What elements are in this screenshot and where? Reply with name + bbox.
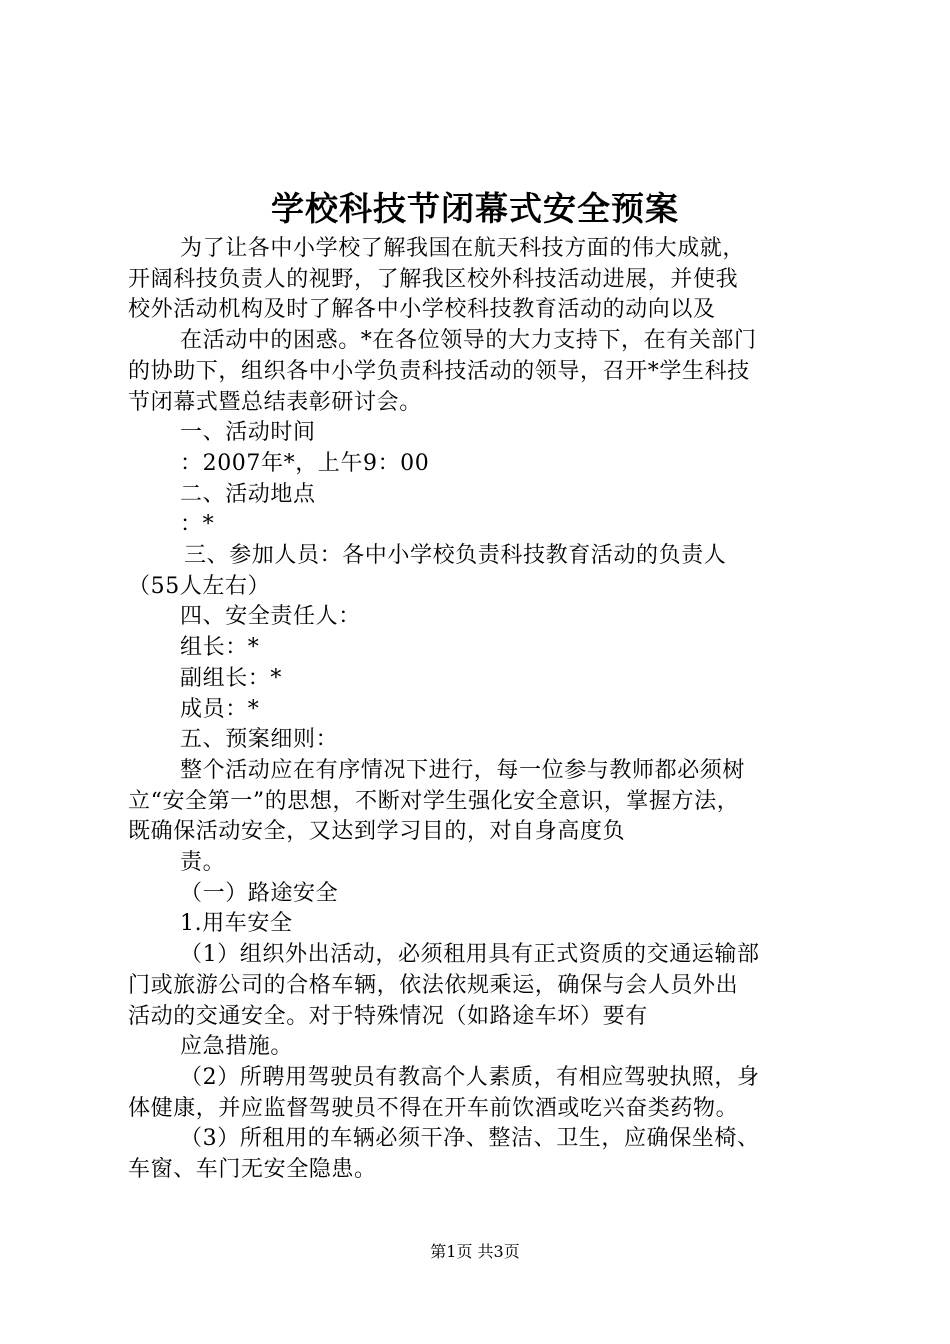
paragraph-line: 应急措施。 bbox=[180, 1034, 294, 1060]
paragraph-line: 门或旅游公司的合格车辆，依法依规乘运，确保与会人员外出 bbox=[128, 972, 739, 998]
paragraph-line: 副组长：* bbox=[180, 665, 283, 691]
paragraph-line: （2）所聘用驾驶员有教高个人素质，有相应驾驶执照，身 bbox=[180, 1064, 760, 1090]
paragraph-line: 组长：* bbox=[180, 635, 260, 661]
section-heading: 二、活动地点 bbox=[180, 481, 316, 507]
paragraph-line: 整个活动应在有序情况下进行，每一位参与教师都必须树 bbox=[180, 757, 746, 783]
paragraph-line: 成员：* bbox=[180, 696, 260, 722]
section-heading: （一）路途安全 bbox=[180, 880, 339, 906]
paragraph-line: 活动的交通安全。对于特殊情况（如路途车坏）要有 bbox=[128, 1003, 648, 1029]
paragraph-line: 在活动中的困惑。*在各位领导的大力支持下，在有关部门 bbox=[180, 328, 757, 354]
paragraph-line: 开阔科技负责人的视野，了解我区校外科技活动进展，并使我 bbox=[128, 266, 739, 292]
paragraph-line: 的协助下，组织各中小学负责科技活动的领导，召开*学生科技 bbox=[128, 358, 750, 384]
section-heading: 一、活动时间 bbox=[180, 420, 316, 446]
paragraph-line: 责。 bbox=[180, 850, 226, 876]
paragraph-line: 立“安全第一”的思想，不断对学生强化安全意识，掌握方法， bbox=[128, 788, 740, 814]
paragraph-line: 为了让各中小学校了解我国在航天科技方面的伟大成就， bbox=[180, 236, 746, 261]
paragraph-line: ：* bbox=[180, 512, 215, 538]
document-body bbox=[128, 234, 840, 1186]
paragraph-line: 既确保活动安全，又达到学习目的，对自身高度负 bbox=[128, 819, 626, 845]
paragraph-line: （55人左右） bbox=[128, 573, 271, 599]
paragraph-line: 体健康，并应监督驾驶员不得在开车前饮酒或吃兴奋类药物。 bbox=[128, 1095, 739, 1121]
document-title: 学校科技节闭幕式安全预案 bbox=[271, 189, 679, 228]
page-footer: 第1页 共3页 bbox=[430, 1242, 520, 1261]
paragraph-line: 节闭幕式暨总结表彰研讨会。 bbox=[128, 389, 422, 415]
section-heading: 三、参加人员：各中小学校负责科技教育活动的负责人 bbox=[184, 543, 727, 569]
paragraph-line: 校外活动机构及时了解各中小学校科技教育活动的动向以及 bbox=[128, 297, 716, 323]
paragraph-line: ：2007年*，上午9：00 bbox=[180, 450, 430, 476]
paragraph-line: （3）所租用的车辆必须干净、整洁、卫生，应确保坐椅、 bbox=[180, 1126, 760, 1152]
section-heading: 四、安全责任人： bbox=[180, 604, 361, 630]
section-heading: 五、预案细则： bbox=[180, 727, 339, 753]
paragraph-line: （1）组织外出活动，必须租用具有正式资质的交通运输部 bbox=[180, 942, 760, 968]
section-heading: 1.用车安全 bbox=[180, 911, 293, 937]
paragraph-line: 车窗、车门无安全隐患。 bbox=[128, 1157, 377, 1183]
